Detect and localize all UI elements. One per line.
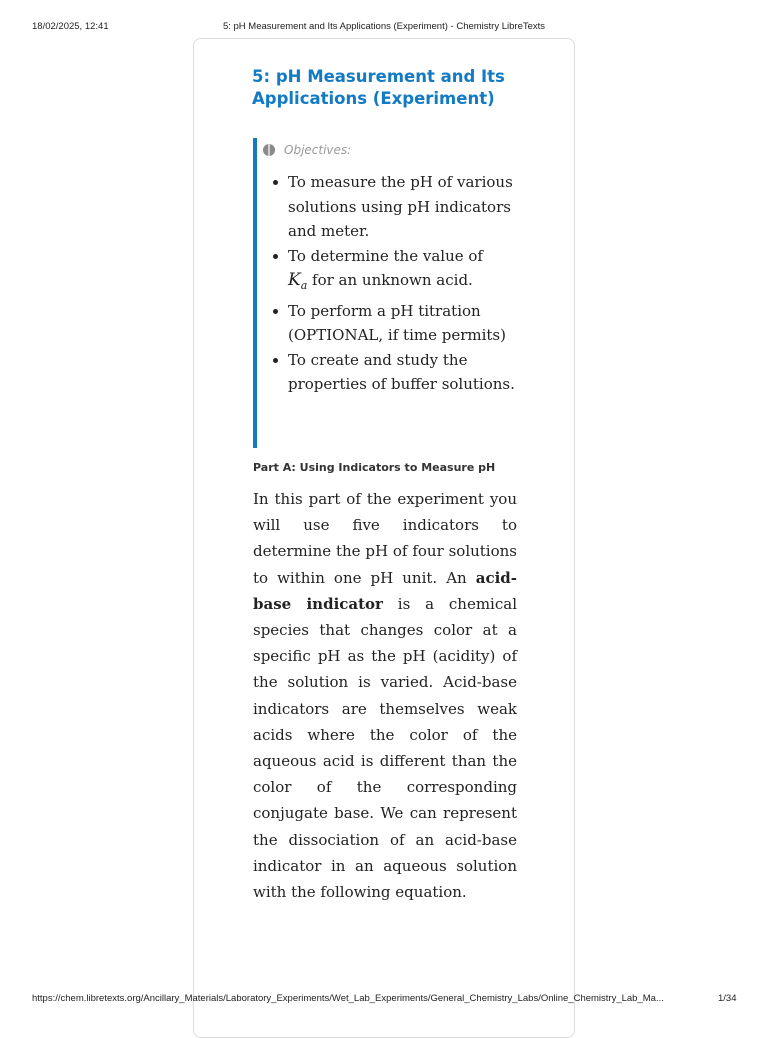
objective-item (288, 244, 518, 299)
ka-symbol: K (288, 270, 301, 290)
lightbulb-icon (262, 143, 276, 157)
print-footer (0, 993, 768, 1009)
ka-subscript: a (300, 279, 308, 292)
print-datetime: 18/02/2025, 12:41 (32, 21, 109, 32)
objective-item-suffix: for an unknown acid. (307, 271, 473, 289)
objective-item: To create and study the properties of buffer solutions. (288, 348, 518, 397)
objective-item: To perform a pH titration (OPTIONAL, if time permits) (288, 299, 518, 348)
objectives-list (257, 170, 518, 397)
print-url: https://chem.libretexts.org/Ancillary_Materials/Laboratory_Experiments/Wet_Lab_Experiments/General_Chemistry_Labs/Online_Chemistry_Lab_Ma... (32, 993, 664, 1004)
part-a-heading: Part A: Using Indicators to Measure pH (253, 461, 496, 474)
objective-item-text: To determine the value of (288, 246, 483, 265)
print-page-title: 5: pH Measurement and Its Applications (Experiment) - Chemistry LibreTexts (222, 21, 546, 32)
print-header (0, 0, 768, 40)
paragraph-text-end: is a chemical species that changes color at a specific pH as the pH (acidity) of the solution is varied. Acid-base indicators are themselves weak acids where the color of the aqueous acid is different than the color of the corresponding conjugate base. We can represent the dissociation of an acid-base indicator in an aqueous solution with the following equation. (253, 594, 517, 902)
part-a-paragraph (253, 486, 517, 905)
bold-term-acid-base-indicator: acid-base indicator (253, 568, 517, 613)
print-page-number: 1/34 (718, 993, 737, 1004)
page-title: 5: pH Measurement and Its Applications (Experiment) (252, 67, 505, 108)
objectives-callout (253, 138, 515, 448)
objectives-heading: Objectives: (284, 143, 352, 157)
objective-item: To measure the pH of various solutions using pH indicators and meter. (288, 170, 518, 244)
paragraph-text-start: In this part of the experiment you will use five indicators to determine the pH of four solutions to within one pH unit. An (253, 490, 517, 587)
objectives-header (262, 142, 351, 158)
